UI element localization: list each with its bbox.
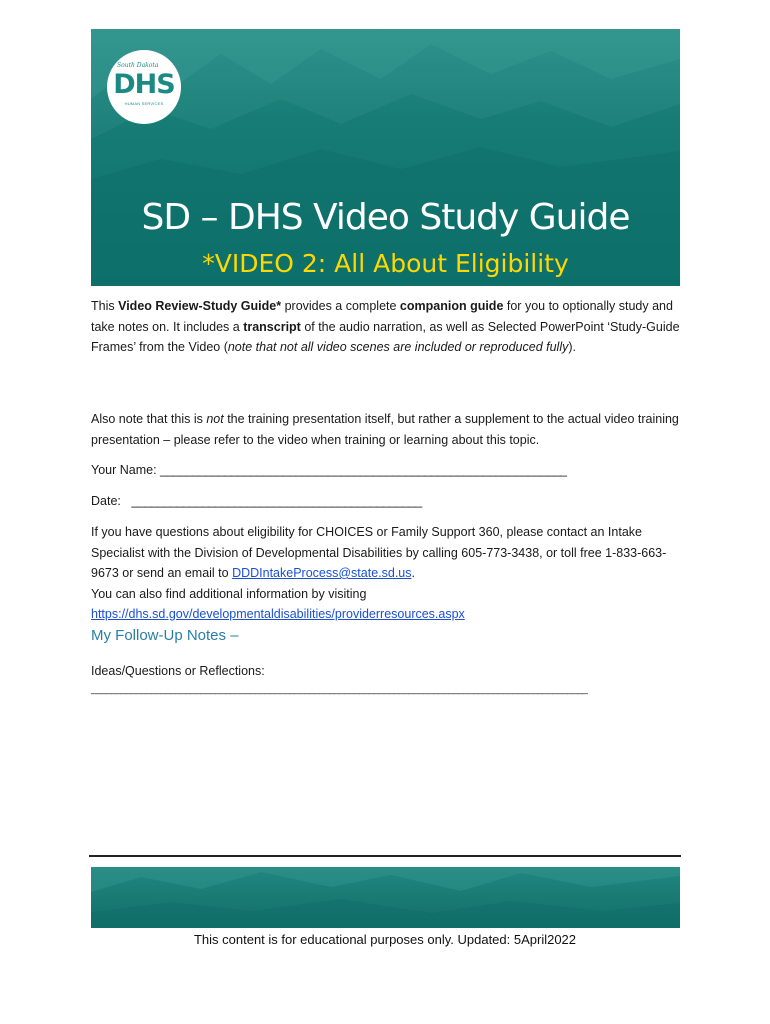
- mountain-background: [91, 29, 680, 286]
- email-link[interactable]: DDDIntakeProcess@state.sd.us: [232, 566, 412, 580]
- note-italic: not: [206, 412, 224, 426]
- logo-script-text: South Dakota: [117, 62, 159, 69]
- notes-label: Ideas/Questions or Reflections:: [91, 664, 265, 678]
- footer-banner: [91, 867, 680, 928]
- followup-heading: My Follow-Up Notes –: [91, 627, 239, 644]
- intro-paragraph: [91, 296, 691, 358]
- contact-text: If you have questions about eligibility for CHOICES or Family Support 360, please contact an Intake Specialist with the Division of Developmental Disabilities by calling 605-773-3438, or toll free 1-833-663-9673 or send an email to: [91, 525, 667, 580]
- footer-disclaimer: This content is for educational purposes only. Updated: 5April2022: [193, 932, 577, 947]
- contact-paragraph: [91, 522, 691, 625]
- name-blank-line[interactable]: _______________________________________________________________: [160, 463, 567, 477]
- date-label: Date:: [91, 494, 121, 508]
- resources-link[interactable]: https://dhs.sd.gov/developmentaldisabilities/providerresources.aspx: [91, 607, 465, 621]
- date-blank-line[interactable]: _____________________________________________: [131, 494, 422, 508]
- intro-bold: companion guide: [399, 299, 504, 313]
- intro-bold: Video Review-Study Guide*: [118, 299, 282, 313]
- intro-text: of the audio narration, as well as Selected PowerPoint ‘Study-Guide Frames’ from the Video (: [91, 319, 680, 354]
- header-banner: [91, 29, 680, 286]
- logo-text: DHS: [113, 68, 175, 100]
- dhs-logo: [107, 50, 181, 124]
- intro-text: for you to optionally study and take notes on. It includes a: [91, 299, 673, 334]
- footer-mountain-background: [91, 867, 680, 928]
- contact-text: .: [411, 566, 415, 580]
- notes-blank-line[interactable]: ____________________________________________________________________________________________________: [91, 684, 588, 695]
- contact-text: You can also find additional information by visiting: [91, 586, 367, 601]
- page-subtitle: *VIDEO 2: All About Eligibility: [202, 249, 569, 278]
- intro-bold: transcript: [243, 319, 301, 334]
- name-label: Your Name:: [91, 463, 157, 477]
- page-title: SD – DHS Video Study Guide: [141, 197, 630, 238]
- date-field[interactable]: [91, 491, 691, 512]
- intro-text: This: [91, 299, 119, 313]
- note-paragraph: [91, 409, 691, 450]
- intro-text: ).: [568, 340, 576, 354]
- name-field[interactable]: [91, 460, 691, 481]
- note-text: Also note that this is: [91, 412, 207, 426]
- note-text: the training presentation itself, but rather a supplement to the actual video training presentation – please refer to the video when training or learning about this topic.: [91, 412, 679, 447]
- footer-divider: [89, 855, 681, 857]
- logo-subtext: HUMAN SERVICES: [124, 100, 164, 106]
- intro-italic: note that not all video scenes are included or reproduced fully: [227, 340, 569, 354]
- intro-text: provides a complete: [281, 299, 400, 313]
